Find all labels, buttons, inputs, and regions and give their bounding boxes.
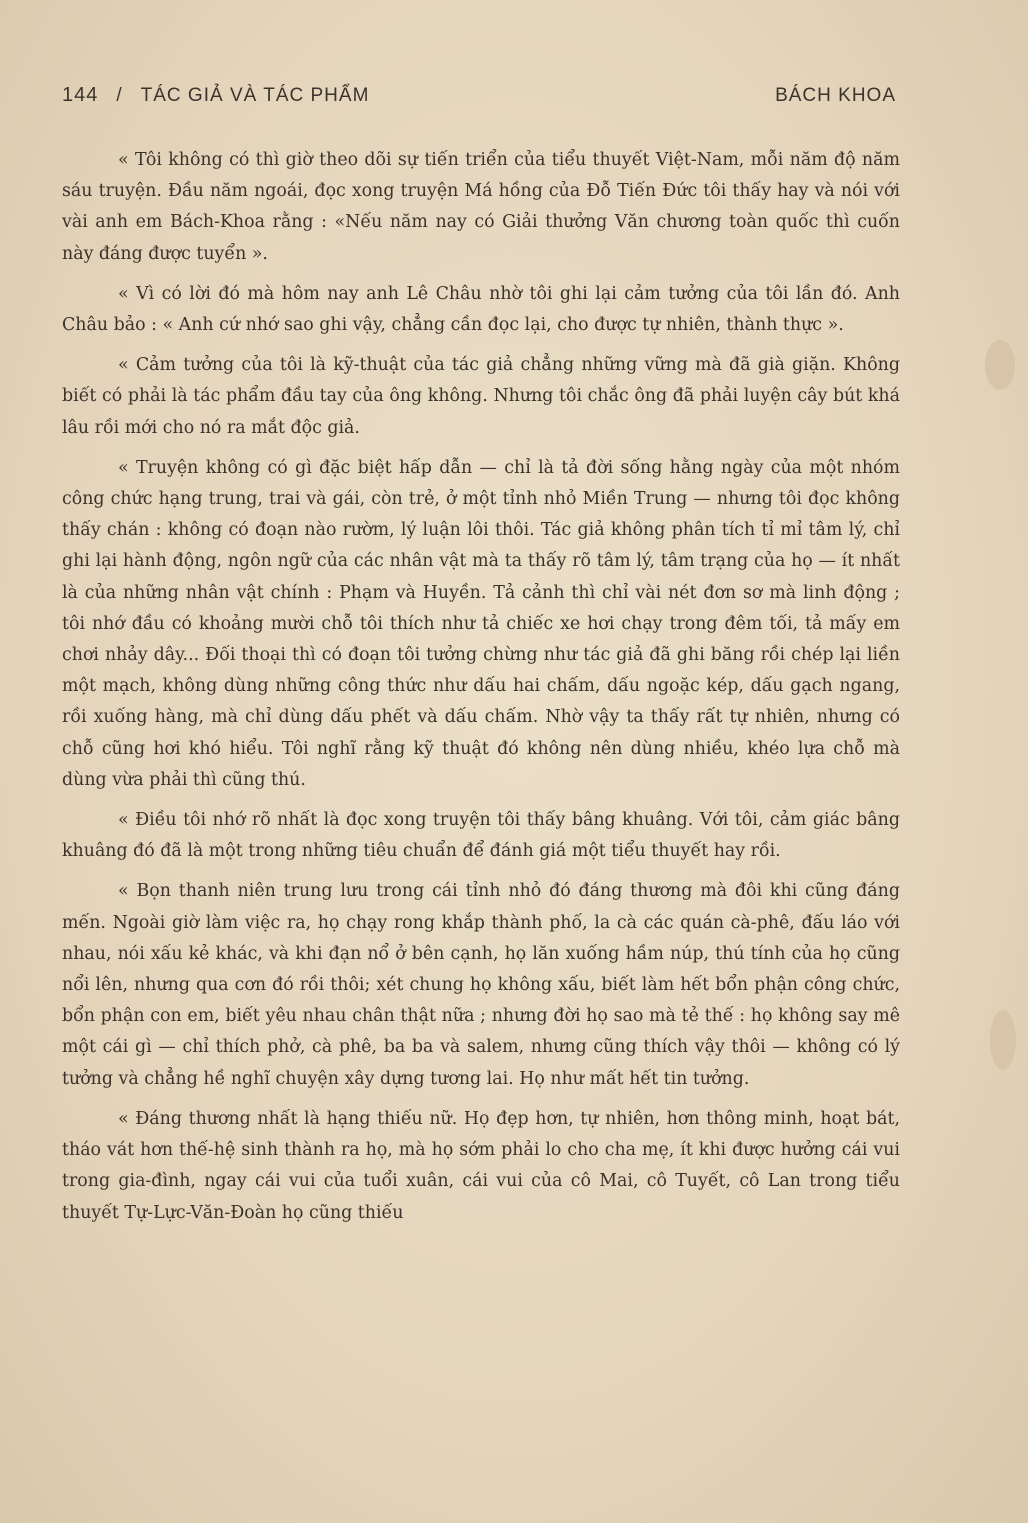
page-header: [62, 84, 896, 120]
paragraph: « Tôi không có thì giờ theo dõi sự tiến triển của tiểu thuyết Việt-Nam, mỗi năm độ năm sáu truyện. Đầu năm ngoái, đọc xong truyện Má hồng của Đỗ Tiến Đức tôi thấy hay và nói với vài anh em Bách-Khoa rằng : «Nếu năm nay có Giải thưởng Văn chương toàn quốc thì cuốn này đáng được tuyển ».: [62, 150, 900, 264]
paragraph: « Cảm tưởng của tôi là kỹ-thuật của tác giả chẳng những vững mà đã già giặn. Không biết có phải là tác phẩm đầu tay của ông không. Nhưng tôi chắc ông đã phải luyện cây bút khá lâu rồi mới cho nó ra mắt độc giả.: [62, 355, 900, 438]
section-title: TÁC GIẢ VÀ TÁC PHẨM: [140, 85, 370, 106]
paragraph: « Điều tôi nhớ rõ nhất là đọc xong truyện tôi thấy bâng khuâng. Với tôi, cảm giác bâng khuâng đó đã là một trong những tiêu chuẩn để đánh giá một tiểu thuyết hay rồi.: [62, 810, 900, 862]
paragraph: « Vì có lời đó mà hôm nay anh Lê Châu nhờ tôi ghi lại cảm tưởng của tôi lần đó. Anh Châu bảo : « Anh cứ nhớ sao ghi vậy, chẳng cần đọc lại, cho được tự nhiên, thành thực ».: [62, 283, 900, 336]
paragraph: « Truyện không có gì đặc biệt hấp dẫn — chỉ là tả đời sống hằng ngày của một nhóm công chức hạng trung, trai và gái, còn trẻ, ở một tỉnh nhỏ Miền Trung — nhưng tôi đọc không thấy chán : không có đoạn nào rườm, lý luận lôi thôi. Tác giả không phân tích tỉ mỉ tâm lý, chỉ ghi lại hành động, ngôn ngữ của các nhân vật mà ta thấy rõ tâm lý, tâm trạng của họ — ít nhất là của những nhân vật chính : Phạm và Huyền. Tả cảnh thì chỉ vài nét đơn sơ mà linh động ; tôi nhớ đầu có khoảng mười chỗ tôi thích như tả chiếc xe hơi chạy trong đêm tối, tả mấy em chơi nhảy dây... Đối thoại thì có đoạn tôi tưởng chừng như tác giả đã ghi băng rồi chép lại liền một mạch, không dùng những công thức như dấu hai chấm, dấu ngoặc kép, dấu gạch ngang, rồi xuống hàng, mà chỉ dùng dấu phết và dấu chấm. Nhờ vậy ta thấy rất tự nhiên, nhưng có chỗ cũng hơi khó hiểu. Tôi nghĩ rằng kỹ thuật đó không nên dùng nhiều, khéo lựa chỗ mà dùng vừa phải thì cũng thú.: [62, 457, 900, 790]
article-body: [62, 145, 900, 1238]
magazine-title: BÁCH KHOA: [775, 85, 896, 106]
paragraph: « Đáng thương nhất là hạng thiếu nữ. Họ đẹp hơn, tự nhiên, hơn thông minh, hoạt bát, tháo vát hơn thế-hệ sinh thành ra họ, mà họ sớm phải lo cho cha mẹ, ít khi được hưởng cái vui trong gia-đình, ngay cái vui của tuổi xuân, cái vui của cô Mai, cô Tuyết, cô Lan trong tiểu thuyết Tự-Lực-Văn-Đoàn họ cũng thiếu: [62, 1108, 900, 1223]
paragraph: « Bọn thanh niên trung lưu trong cái tỉnh nhỏ đó đáng thương mà đôi khi cũng đáng mến. Ngoài giờ làm việc ra, họ chạy rong khắp thành phố, la cà các quán cà-phê, đấu láo với nhau, nói xấu kẻ khác, và khi đạn nổ ở bên cạnh, họ lăn xuống hầm núp, thú tính của họ cũng nổi lên, nhưng qua cơn đó rồi thôi; xét chung họ không xấu, biết làm hết bổn phận công chức, bổn phận con em, biết yêu nhau chân thật nữa ; nhưng đời họ sao mà tẻ thế : họ không say mê một cái gì — chỉ thích phở, cà phê, ba ba và salem, nhưng cũng thích vậy thôi — không có lý tưởng và chẳng hề nghĩ chuyện xây dựng tương lai. Họ như mất hết tin tưởng.: [62, 881, 900, 1089]
header-separator: /: [116, 85, 123, 106]
paper-stain: [985, 340, 1015, 390]
header-left: [62, 84, 369, 107]
page-number: 144: [62, 84, 99, 106]
paper-stain: [990, 1010, 1016, 1070]
